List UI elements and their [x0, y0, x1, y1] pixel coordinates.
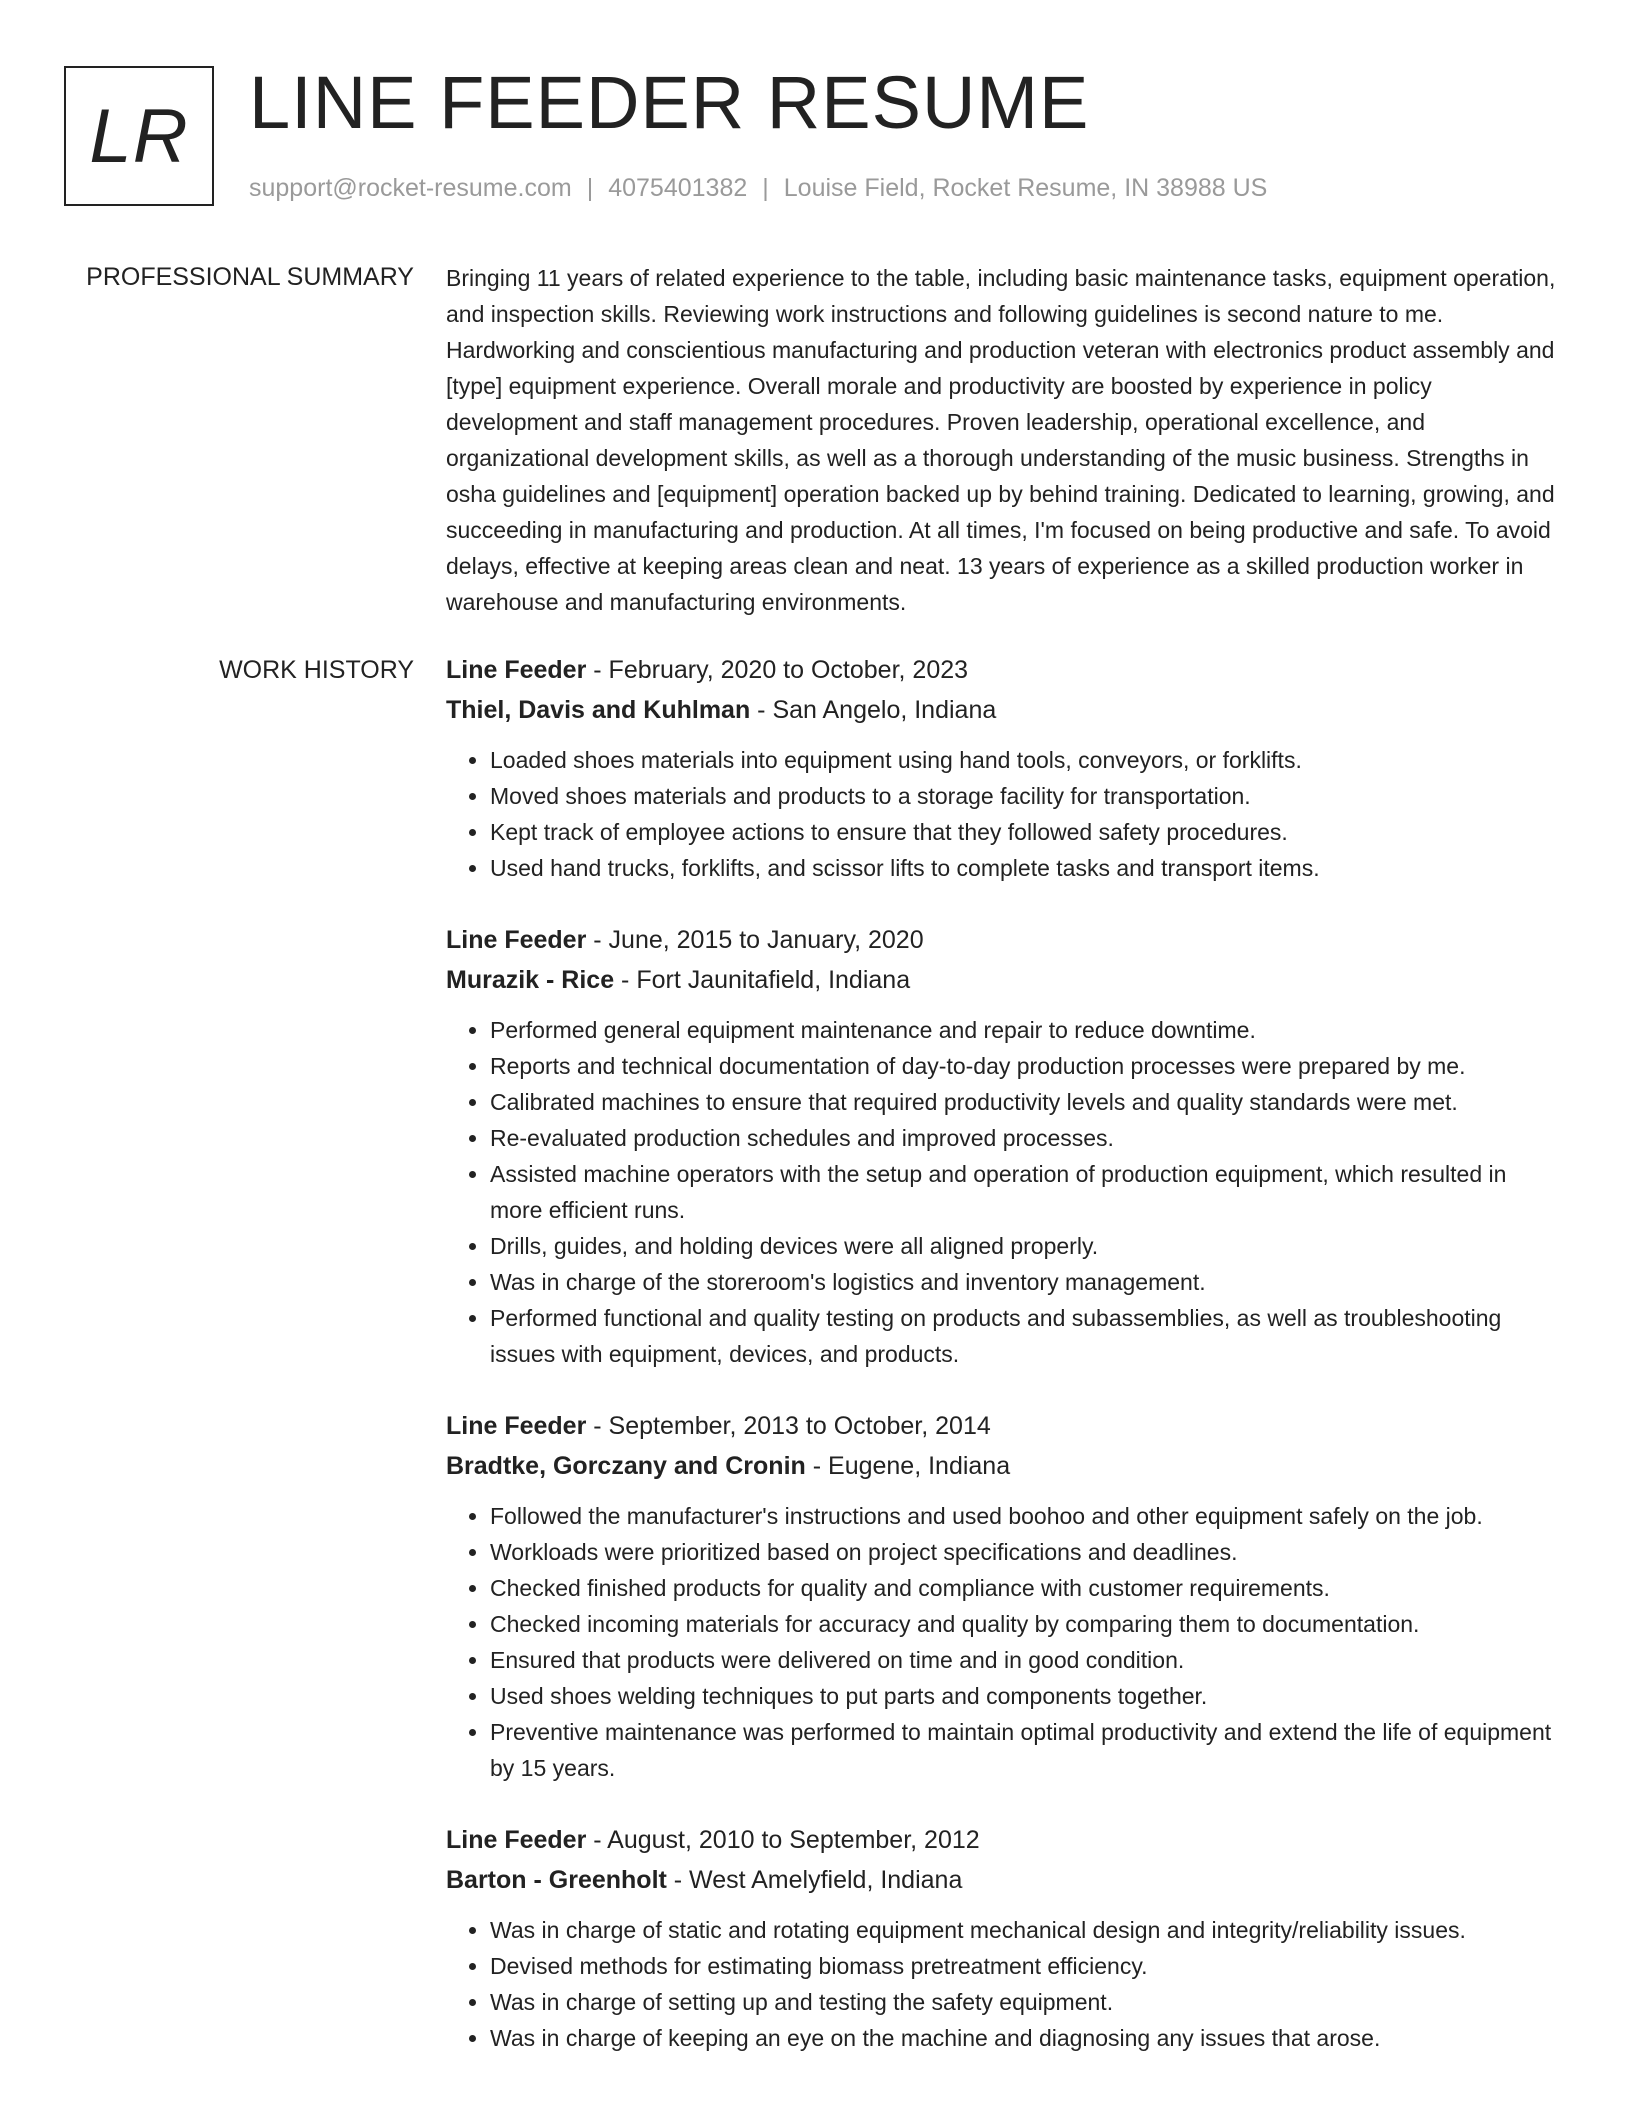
job-company-line: [446, 960, 1556, 1000]
job-title-line: [446, 1820, 1556, 1860]
contact-address: Louise Field, Rocket Resume, IN 38988 US: [783, 174, 1268, 202]
job-company: Murazik - Rice: [446, 966, 615, 994]
job-title: Line Feeder: [446, 1412, 587, 1440]
monogram-logo: [64, 66, 214, 206]
contact-email: support@rocket-resume.com: [249, 174, 572, 202]
job-company-line: [446, 1446, 1556, 1486]
job-bullet: • Kept track of employee actions to ensure that they followed safety procedures.: [490, 814, 1556, 850]
job-bullets: [446, 1012, 1556, 1372]
job-bullet: • Was in charge of static and rotating equipment mechanical design and integrity/reliability issues.: [490, 1912, 1556, 1948]
job-bullet: • Drills, guides, and holding devices were all aligned properly.: [490, 1228, 1556, 1264]
contact-separator: |: [762, 174, 769, 202]
job-entry: [446, 1820, 1556, 2056]
job-location: - West Amelyfield, Indiana: [666, 1866, 963, 1894]
job-dates: - September, 2013 to October, 2014: [586, 1412, 991, 1440]
summary-heading: PROFESSIONAL SUMMARY: [86, 263, 414, 291]
job-bullet: • Used hand trucks, forklifts, and scissor lifts to complete tasks and transport items.: [490, 850, 1556, 886]
job-bullets: [446, 742, 1556, 886]
job-bullet: • Assisted machine operators with the setup and operation of production equipment, which resulted in more efficient runs.: [490, 1156, 1556, 1228]
job-company-line: [446, 1860, 1556, 1900]
contact-info: [249, 174, 1267, 203]
job-location: - San Angelo, Indiana: [750, 696, 997, 724]
job-company-line: [446, 690, 1556, 730]
resume-title: LINE FEEDER RESUME: [249, 61, 1090, 144]
summary-text: Bringing 11 years of related experience to the table, including basic maintenance tasks, equipment operation, and inspection skills. Reviewing work instructions and following guidelines is second nature to me. Hardworking and conscientious manufacturing and production veteran with electronics product assembly and [type] equipment experience. Overall morale and productivity are boosted by experience in policy development and staff management procedures. Proven leadership, operational excellence, and organizational development skills, as well as a thorough understanding of the music business. Strengths in osha guidelines and [equipment] operation backed up by behind training. Dedicated to learning, growing, and succeeding in manufacturing and production. At all times, I'm focused on being productive and safe. To avoid delays, effective at keeping areas clean and neat. 13 years of experience as a skilled production worker in warehouse and manufacturing environments.: [446, 265, 1556, 615]
job-entry: [446, 1406, 1556, 1786]
job-bullet: • Reports and technical documentation of day-to-day production processes were prepared by me.: [490, 1048, 1556, 1084]
job-bullet: • Preventive maintenance was performed to maintain optimal productivity and extend the life of equipment by 15 years.: [490, 1714, 1556, 1786]
job-title-line: [446, 650, 1556, 690]
job-entry: [446, 920, 1556, 1372]
job-bullet: • Checked incoming materials for accuracy and quality by comparing them to documentation.: [490, 1606, 1556, 1642]
job-bullet: • Workloads were prioritized based on project specifications and deadlines.: [490, 1534, 1556, 1570]
job-entry: [446, 650, 1556, 886]
job-bullet: • Was in charge of setting up and testing the safety equipment.: [490, 1984, 1556, 2020]
work-history-heading: WORK HISTORY: [219, 656, 414, 684]
job-bullet: • Devised methods for estimating biomass pretreatment efficiency.: [490, 1948, 1556, 1984]
job-bullet: • Performed functional and quality testing on products and subassemblies, as well as troubleshooting issues with equipment, devices, and products.: [490, 1300, 1556, 1372]
work-history-body: [446, 650, 1556, 2056]
job-title-line: [446, 1406, 1556, 1446]
job-location: - Fort Jaunitafield, Indiana: [614, 966, 911, 994]
job-bullet: • Was in charge of the storeroom's logistics and inventory management.: [490, 1264, 1556, 1300]
job-dates: - June, 2015 to January, 2020: [586, 926, 924, 954]
job-bullet: • Loaded shoes materials into equipment using hand tools, conveyors, or forklifts.: [490, 742, 1556, 778]
job-bullet: • Used shoes welding techniques to put parts and components together.: [490, 1678, 1556, 1714]
job-bullet: • Was in charge of keeping an eye on the machine and diagnosing any issues that arose.: [490, 2020, 1556, 2056]
contact-separator: |: [586, 174, 594, 202]
summary-body: [446, 260, 1556, 620]
monogram-initials: LR: [89, 93, 189, 179]
job-bullet: • Followed the manufacturer's instructions and used boohoo and other equipment safely on the job.: [490, 1498, 1556, 1534]
job-company: Thiel, Davis and Kuhlman: [446, 696, 751, 724]
job-bullet: • Performed general equipment maintenance and repair to reduce downtime.: [490, 1012, 1556, 1048]
job-bullet: • Re-evaluated production schedules and improved processes.: [490, 1120, 1556, 1156]
job-bullet: • Ensured that products were delivered on time and in good condition.: [490, 1642, 1556, 1678]
job-location: - Eugene, Indiana: [805, 1452, 1011, 1480]
job-bullets: [446, 1912, 1556, 2056]
job-bullet: • Moved shoes materials and products to a storage facility for transportation.: [490, 778, 1556, 814]
contact-phone: 4075401382: [608, 174, 748, 202]
job-title: Line Feeder: [446, 926, 587, 954]
job-dates: - August, 2010 to September, 2012: [586, 1826, 980, 1854]
job-bullets: [446, 1498, 1556, 1786]
job-dates: - February, 2020 to October, 2023: [586, 656, 969, 684]
job-bullet: • Calibrated machines to ensure that required productivity levels and quality standards were met.: [490, 1084, 1556, 1120]
job-bullet: • Checked finished products for quality and compliance with customer requirements.: [490, 1570, 1556, 1606]
job-company: Bradtke, Gorczany and Cronin: [446, 1452, 806, 1480]
job-title: Line Feeder: [446, 1826, 587, 1854]
job-company: Barton - Greenholt: [446, 1866, 667, 1894]
job-title-line: [446, 920, 1556, 960]
job-title: Line Feeder: [446, 656, 587, 684]
